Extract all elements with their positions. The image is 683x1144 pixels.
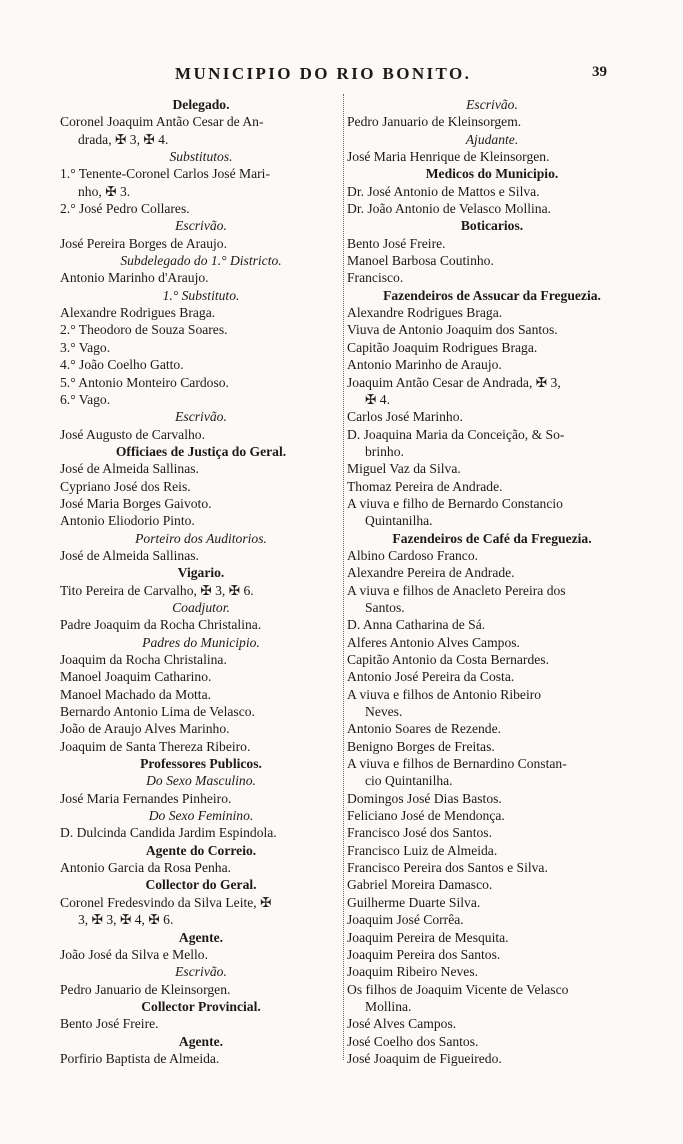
entry-line: Viuva de Antonio Joaquim dos Santos. [347,322,558,338]
section-heading: Fazendeiros de Assucar da Freguezia. [383,287,601,303]
page-title: MUNICIPIO DO RIO BONITO. [175,64,472,83]
entry-line: cio Quintanilha. [365,773,453,789]
entry-line: 3, ✠ 3, ✠ 4, ✠ 6. [78,912,174,928]
entry-line: José Joaquim de Figueiredo. [347,1050,502,1066]
entry-line: D. Joaquina Maria da Conceição, & So- [347,426,565,442]
section-heading: Collector do Geral. [145,877,257,893]
entry-line: Albino Cardoso Franco. [347,547,479,563]
entry-line: Francisco José dos Santos. [347,825,492,841]
entry-line: brinho. [365,443,404,459]
entry-line: D. Dulcinda Candida Jardim Espindola. [60,825,277,841]
entry-line: Miguel Vaz da Silva. [347,461,461,477]
entry-line: 1.° Tenente-Coronel Carlos José Mari- [60,166,270,182]
section-heading: Delegado. [172,97,230,112]
section-heading: Ajudante. [465,131,519,147]
entry-line: Manoel Joaquim Catharino. [60,669,212,685]
entry-line: 6.° Vago. [60,391,111,407]
entry-line: Joaquim Pereira de Mesquita. [347,929,509,945]
entry-line: Antonio Garcia da Rosa Penha. [60,860,232,876]
section-heading: Escrivão. [466,97,518,112]
section-heading: Fazendeiros de Café da Freguezia. [392,530,592,546]
entry-line: Manoel Barbosa Coutinho. [347,253,494,269]
entry-line: Porfirio Baptista de Almeida. [60,1050,220,1066]
entry-line: 4.° João Coelho Gatto. [60,357,184,373]
entry-line: Padre Joaquim da Rocha Christalina. [60,617,262,633]
entry-line: Pedro Januario de Kleinsorgem. [347,114,522,130]
entry-line: D. Anna Catharina de Sá. [347,617,486,633]
section-heading: Agente. [178,929,224,945]
entry-line: Thomaz Pereira de Andrade. [347,478,503,494]
entry-line: José Maria Fernandes Pinheiro. [60,790,232,806]
entry-line: Guilherme Duarte Silva. [347,894,481,910]
section-heading: Padres do Municipio. [142,634,260,650]
entry-line: Cypriano José dos Reis. [60,478,191,494]
entry-line: A viuva e filhos de Anacleto Pereira dos [347,582,566,598]
entry-line: Joaquim Ribeiro Neves. [347,964,479,980]
section-heading: Subdelegado do 1.° Districto. [120,253,282,269]
entry-line: Capitão Joaquim Rodrigues Braga. [347,339,538,355]
entry-line: 3.° Vago. [60,339,111,355]
entry-line: Neves. [365,704,403,720]
entry-line: Tito Pereira de Carvalho, ✠ 3, ✠ 6. [60,582,254,598]
section-heading: Medicos do Municipio. [425,166,559,182]
entry-line: Gabriel Moreira Damasco. [347,877,493,893]
entry-line: João de Araujo Alves Marinho. [60,721,230,737]
section-heading: Agente. [178,1033,224,1049]
entry-line: José Augusto de Carvalho. [60,426,205,442]
section-heading: Escrivão. [175,964,227,980]
entry-line: Bernardo Antonio Lima de Velasco. [60,704,255,720]
entry-line: Joaquim José Corrêa. [347,912,464,928]
entry-line: Antonio José Pereira da Costa. [347,669,515,685]
section-heading: Coadjutor. [172,599,230,615]
section-heading: 1.° Substituto. [162,287,240,303]
entry-line: José de Almeida Sallinas. [60,461,199,477]
section-heading: Boticarios. [460,218,524,234]
entry-line: A viuva e filhos de Antonio Ribeiro [347,686,542,702]
entry-line: Joaquim da Rocha Christalina. [60,652,227,667]
section-heading: Porteiro dos Auditorios. [135,530,267,546]
entry-line: nho, ✠ 3. [78,183,131,199]
section-heading: Officiaes de Justiça do Geral. [115,443,287,459]
entry-line: Coronel Fredesvindo da Silva Leite, ✠ [60,894,272,910]
column-divider [343,94,344,1060]
entry-line: Santos. [365,599,405,615]
entry-line: Feliciano José de Mendonça. [347,808,505,824]
entry-line: Antonio Eliodorio Pinto. [60,513,195,529]
entry-line: Francisco Luiz de Almeida. [347,842,498,858]
entry-line: Bento José Freire. [60,1016,159,1032]
entry-line: Alferes Antonio Alves Campos. [347,634,520,650]
section-heading: Do Sexo Masculino. [146,773,256,789]
entry-line: João José da Silva e Mello. [60,946,208,962]
entry-line: Carlos José Marinho. [347,409,463,425]
entry-line: Domingos José Dias Bastos. [347,790,502,806]
entry-line: Alexandre Rodrigues Braga. [347,305,503,321]
section-heading: Agente do Correio. [145,842,257,858]
entry-line: Antonio Soares de Rezende. [347,721,502,737]
entry-line: José Alves Campos. [347,1016,457,1032]
page-number: 39 [592,64,607,80]
entry-line: Joaquim de Santa Thereza Ribeiro. [60,738,251,754]
entry-line: Pedro Januario de Kleinsorgen. [60,981,231,997]
entry-line: drada, ✠ 3, ✠ 4. [78,131,169,147]
entry-line: Alexandre Pereira de Andrade. [347,565,515,581]
entry-line: Dr. João Antonio de Velasco Mollina. [347,201,552,217]
section-heading: Collector Provincial. [141,998,261,1014]
entry-line: José de Almeida Sallinas. [60,547,199,563]
entry-line: José Pereira Borges de Araujo. [60,235,227,251]
entry-line: Capitão Antonio da Costa Bernardes. [347,652,549,667]
entry-line: Manoel Machado da Motta. [60,686,211,702]
entry-line: Francisco. [347,270,404,286]
entry-line: José Coelho dos Santos. [347,1033,479,1049]
entry-line: A viuva e filho de Bernardo Constancio [347,495,563,511]
entry-line: A viuva e filhos de Bernardino Constan- [347,756,567,772]
entry-line: Coronel Joaquim Antão Cesar de An- [60,114,264,130]
entry-line: Quintanilha. [365,513,433,529]
entry-line: Bento José Freire. [347,235,446,251]
section-heading: Professores Publicos. [140,756,262,772]
section-heading: Escrivão. [175,218,227,234]
entry-line: Francisco Pereira dos Santos e Silva. [347,860,548,876]
page-header [0,64,683,86]
section-heading: Substitutos. [169,149,233,165]
left-column [60,96,342,1067]
entry-line: 2.° Theodoro de Souza Soares. [60,322,228,338]
entry-line: Mollina. [365,998,412,1014]
entry-line: José Maria Henrique de Kleinsorgen. [347,149,550,165]
entry-line: Joaquim Antão Cesar de Andrada, ✠ 3, [347,374,561,390]
right-column [347,96,637,1067]
entry-line: Os filhos de Joaquim Vicente de Velasco [347,981,569,997]
entry-line: Alexandre Rodrigues Braga. [60,305,216,321]
section-heading: Vigario. [177,565,225,581]
entry-line: Antonio Marinho de Araujo. [347,357,502,373]
entry-line: ✠ 4. [365,391,390,407]
entry-line: Joaquim Pereira dos Santos. [347,946,501,962]
entry-line: José Maria Borges Gaivoto. [60,495,212,511]
entry-line: Antonio Marinho d'Araujo. [60,270,209,286]
entry-line: 2.° José Pedro Collares. [60,201,190,217]
section-heading: Escrivão. [175,409,227,425]
section-heading: Do Sexo Feminino. [148,808,254,824]
entry-line: Dr. José Antonio de Mattos e Silva. [347,183,540,199]
entry-line: 5.° Antonio Monteiro Cardoso. [60,374,229,390]
entry-line: Benigno Borges de Freitas. [347,738,495,754]
